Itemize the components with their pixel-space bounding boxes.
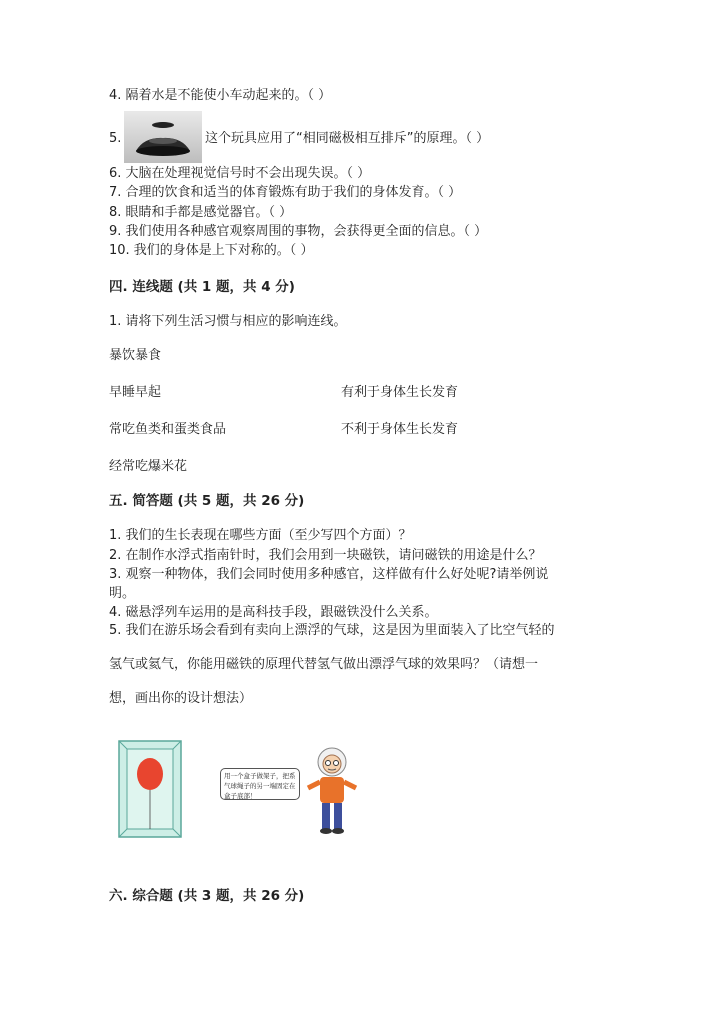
tf-q5 — [109, 130, 121, 148]
speech-bubble: 用一个盒子做架子，把系气球绳子的另一端固定在盒子底部！ — [220, 768, 300, 800]
levitating-top-image — [124, 111, 202, 163]
balloon-box-illustration — [118, 740, 184, 840]
section5-title: 五. 简答题 (共 5 题，共 26 分) — [109, 493, 305, 509]
section5-q1: 1. 我们的生长表现在哪些方面（至少写四个方面）？ — [109, 528, 412, 543]
tf-q4: 4. 隔着水是不能使小车动起来的。（ ） — [109, 88, 332, 103]
balloon-icon — [137, 758, 163, 790]
match-right-2: 不利于身体生长发育 — [341, 422, 459, 437]
section6-title: 六. 综合题 (共 3 题，共 26 分) — [109, 888, 305, 904]
section4-title: 四. 连线题 (共 1 题，共 4 分) — [109, 279, 295, 295]
tf-q8: 8. 眼睛和手都是感觉器官。（ ） — [109, 205, 293, 220]
section5-q2: 2. 在制作水浮式指南针时，我们会用到一块磁铁，请问磁铁的用途是什么？ — [109, 548, 542, 563]
scientist-character-icon — [302, 744, 362, 836]
section5-q5-line3: 想，画出你的设计想法） — [109, 691, 253, 706]
section4-question: 1. 请将下列生活习惯与相应的影响连线。 — [109, 314, 347, 329]
section5-q3-line1: 3. 观察一种物体，我们会同时使用多种感官，这样做有什么好处呢?请举例说 — [109, 567, 549, 582]
match-left-1: 暴饮暴食 — [109, 348, 162, 363]
section5-q4: 4. 磁悬浮列车运用的是高科技手段，跟磁铁没什么关系。 — [109, 605, 438, 620]
section5-q5-line2: 氢气或氦气，你能用磁铁的原理代替氢气做出漂浮气球的效果吗？（请想一 — [109, 657, 539, 672]
section5-q5-line1: 5. 我们在游乐场会看到有卖向上漂浮的气球，这是因为里面装入了比空气轻的 — [109, 623, 555, 638]
magnet-toy-photo — [124, 111, 202, 163]
tf-q10: 10. 我们的身体是上下对称的。（ ） — [109, 243, 314, 258]
match-left-2: 早睡早起 — [109, 385, 162, 400]
match-right-1: 有利于身体生长发育 — [341, 385, 459, 400]
match-left-3: 常吃鱼类和蛋类食品 — [109, 422, 227, 437]
section5-q3-line2: 明。 — [109, 586, 136, 601]
tf-q9: 9. 我们使用各种感官观察周围的事物，会获得更全面的信息。（ ） — [109, 224, 488, 239]
tf-q5-number: 5. — [109, 131, 122, 146]
tf-q7: 7. 合理的饮食和适当的体育锻炼有助于我们的身体发育。（ ） — [109, 185, 462, 200]
tf-q5-text: 这个玩具应用了“相同磁极相互排斥”的原理。（ ） — [205, 131, 490, 146]
tf-q6: 6. 大脑在处理视觉信号时不会出现失误。（ ） — [109, 166, 371, 181]
match-left-4: 经常吃爆米花 — [109, 459, 188, 474]
